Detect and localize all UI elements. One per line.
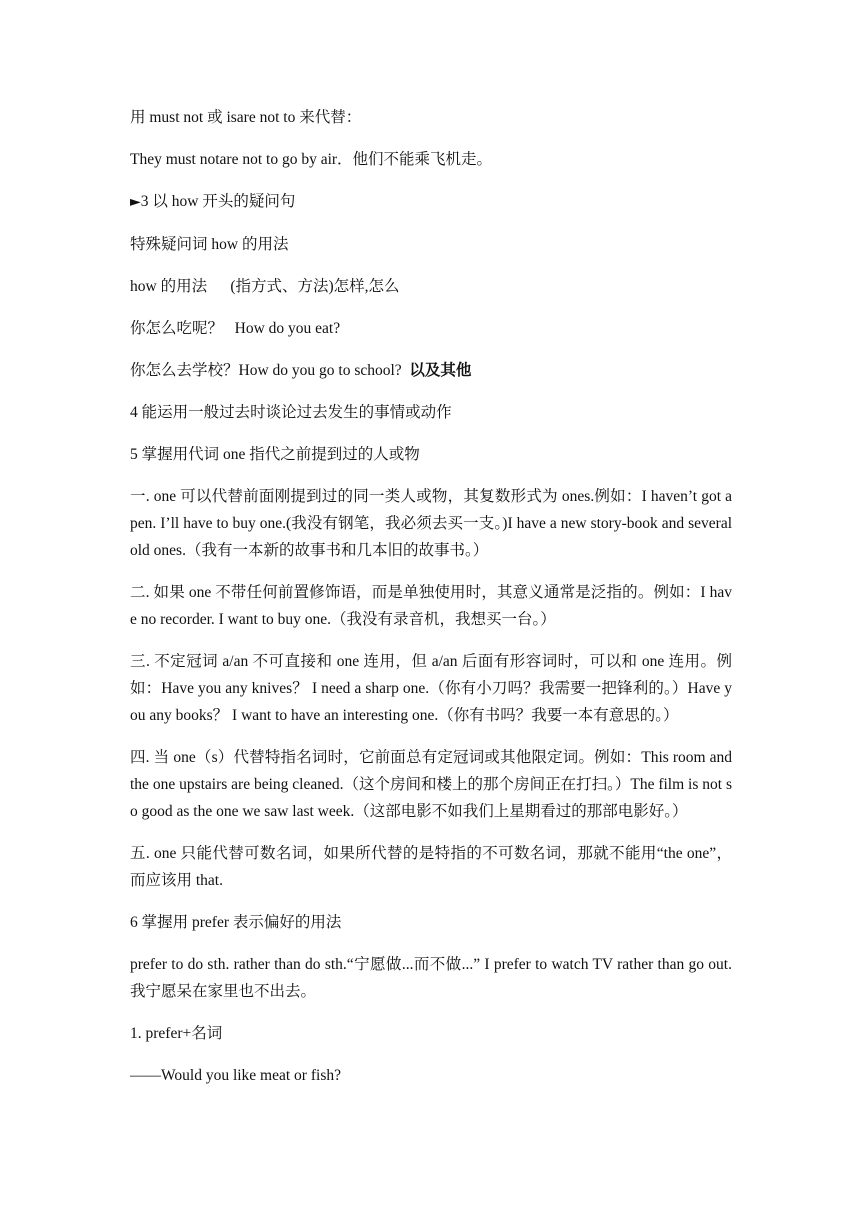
- paragraph-meat-or-fish: ——Would you like meat or fish?: [130, 1067, 341, 1084]
- bold-and-others: 以及其他: [409, 362, 472, 379]
- paragraph-how-special-question: 特殊疑问词 how 的用法: [130, 236, 289, 253]
- paragraph-one-rule-5: 五. one 只能代替可数名词，如果所代替的是特指的不可数名词，那就不能用“the one”，而应该用 that.: [130, 845, 732, 889]
- heading-how-questions: [130, 188, 732, 216]
- paragraph-how-usage: how 的用法 (指方式、方法)怎样,怎么: [130, 278, 400, 295]
- heading-pronoun-one: 5 掌握用代词 one 指代之前提到过的人或物: [130, 446, 420, 463]
- heading-prefer-usage: 6 掌握用 prefer 表示偏好的用法: [130, 914, 342, 931]
- paragraph-prefer-noun: 1. prefer+名词: [130, 1025, 223, 1042]
- paragraph-prefer-rather-than: prefer to do sth. rather than do sth.“宁愿做...而不做...” I prefer to watch TV rather than go out.我宁愿呆在家里也不出去。: [130, 956, 732, 1000]
- paragraph-one-rule-1: 一. one 可以代替前面刚提到过的同一类人或物，其复数形式为 ones.例如：I haven’t got a pen. I’ll have to buy one.(我没有钢笔，我必须去买一支。)I have a new story-book and several old ones.（我有一本新的故事书和几本旧的故事书。）: [130, 488, 732, 559]
- paragraph-one-rule-2: 二. 如果 one 不带任何前置修饰语，而是单独使用时，其意义通常是泛指的。例如：I have no recorder. I want to buy one.（我没有录音机，我想买一台。）: [130, 584, 732, 628]
- paragraph-one-rule-4: 四. 当 one（s）代替特指名词时，它前面总有定冠词或其他限定词。例如：This room and the one upstairs are being cleaned.（这个房间和楼上的那个房间正在打扫。）The film is not so good as the one we saw last week.（这部电影不如我们上星期看过的那部电影好。）: [130, 749, 732, 820]
- paragraph-how-school-text: 你怎么去学校？How do you go to school?: [130, 362, 410, 379]
- paragraph-how-eat-example: 你怎么吃呢？ How do you eat?: [130, 320, 341, 337]
- paragraph-one-rule-3: 三. 不定冠词 a/an 不可直接和 one 连用，但 a/an 后面有形容词时，可以和 one 连用。例如：Have you any knives？ I need a sharp one.（你有小刀吗？我需要一把锋利的。）Have you any books？ I want to have an interesting one.（你有书吗？我要一本有意思的。）: [130, 653, 732, 724]
- paragraph-must-not-usage: 用 must not 或 isare not to 来代替：: [130, 109, 362, 126]
- paragraph-go-by-air-example: They must notare not to go by air．他们不能乘飞机走。: [130, 151, 493, 168]
- heading-past-tense: 4 能运用一般过去时谈论过去发生的事情或动作: [130, 404, 452, 421]
- document-page: [130, 104, 732, 1104]
- heading-how-questions-text: 3 以 how 开头的疑问句: [140, 193, 296, 210]
- paragraph-how-school-example: [130, 357, 732, 384]
- triangle-bullet-icon: ►: [130, 194, 141, 210]
